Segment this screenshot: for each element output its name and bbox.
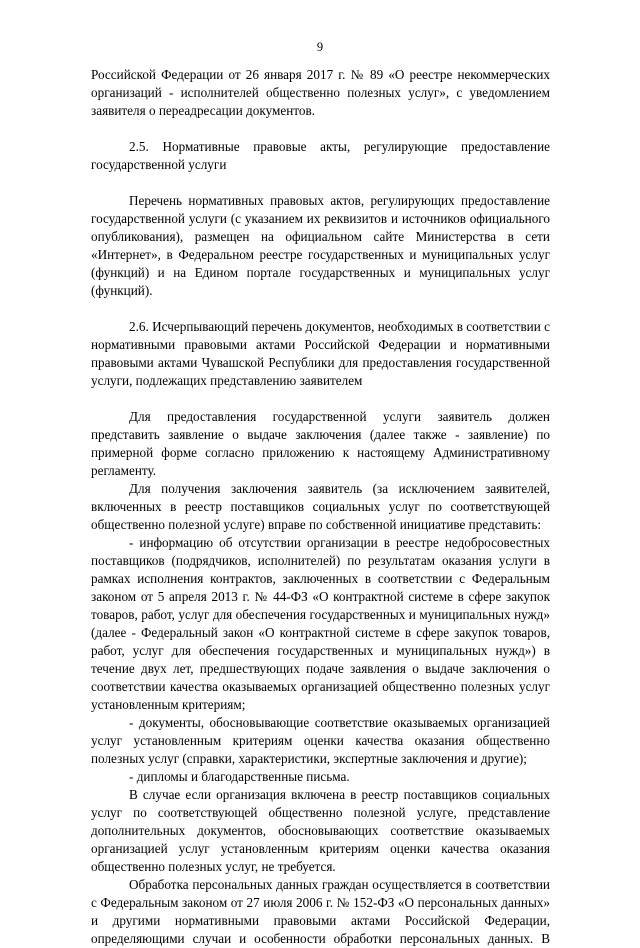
list-item-supporting-documents: - документы, обосновывающие соответствие оказываемых организацией услуг установленным критериям оценки качества оказания общественно полезных услуг (справки, характеристики, экспертные заключения и другие); xyxy=(91,715,550,766)
paragraph-optional-documents: Для получения заключения заявитель (за исключением заявителей, включенных в реестр поставщиков социальных услуг по соответствующей общественно полезной услуге) вправе по собственной инициативе представить: xyxy=(91,481,550,532)
paragraph-application: Для предоставления государственной услуги заявитель должен представить заявление о выдаче заключения (далее также - заявление) по примерной форме согласно приложению к настоящему Административному регламенту. xyxy=(91,409,550,478)
paragraph-continuation: Российской Федерации от 26 января 2017 г. № 89 «О реестре некоммерческих организаций - исполнителей общественно полезных услуг», с уведомлением заявителя о переадресации документов. xyxy=(91,67,550,118)
paragraph-legal-acts-list: Перечень нормативных правовых актов, регулирующих предоставление государственной услуги (с указанием их реквизитов и источников официального опубликования), размещен на официальном сайте Министерства в сети «Интернет», в Федеральном реестре государственных и муниципальных услуг (функций) и на Едином портале государственных и муниципальных услуг (функций). xyxy=(91,193,550,298)
section-heading-2-5: 2.5. Нормативные правовые акты, регулирующие предоставление государственной услуги xyxy=(91,139,550,172)
document-body xyxy=(91,66,550,948)
page-number: 9 xyxy=(316,40,324,54)
paragraph-registry-exception: В случае если организация включена в реестр поставщиков социальных услуг по соответствующей общественно полезной услуге, представление дополнительных документов, обосновывающих соответствие оказываемых организацией услуг установленным критериям оценки качества оказания общественно полезных услуг, не требуется. xyxy=(91,787,550,874)
paragraph-personal-data: Обработка персональных данных граждан осуществляется в соответствии с Федеральным законом от 27 июля 2006 г. № 152-ФЗ «О персональных данных» и другими нормативными правовыми актами Российской Федерации, определяющими случаи и особенности обработки персональных данных. В xyxy=(91,877,550,946)
section-heading-2-6: 2.6. Исчерпывающий перечень документов, необходимых в соответствии с нормативными правовыми актами Российской Федерации и нормативными правовыми актами Чувашской Республики для предоставления государственной услуги, подлежащих представлению заявителем xyxy=(91,319,550,388)
list-item-registry-info: - информацию об отсутствии организации в реестре недобросовестных поставщиков (подрядчиков, исполнителей) по результатам оказания услуги в рамках исполнения контрактов, заключенных в соответствии с Федеральным законом от 5 апреля 2013 г. № 44-ФЗ «О контрактной системе в сфере закупок товаров, работ, услуг для обеспечения государственных и муниципальных нужд» (далее - Федеральный закон «О контрактной системе в сфере закупок товаров, работ, услуг для обеспечения государственных и муниципальных нужд») в течение двух лет, предшествующих подаче заявления о выдаче заключения о соответствии качества оказываемых организацией общественно полезных услуг установленным критериям; xyxy=(91,535,550,712)
list-item-diplomas: - дипломы и благодарственные письма. xyxy=(129,769,350,784)
